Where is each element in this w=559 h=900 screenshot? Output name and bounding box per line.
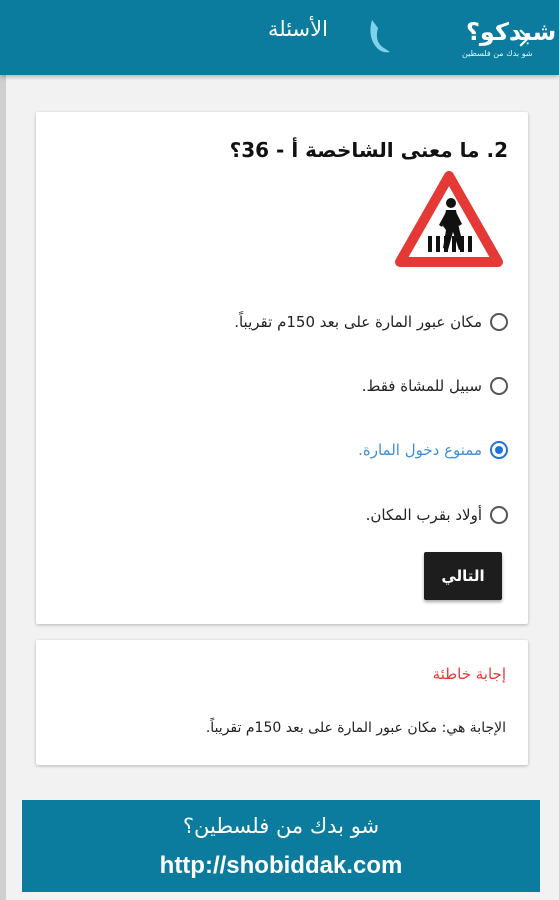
logo-graphic [364, 10, 557, 62]
app-bar [0, 0, 559, 75]
site-footer-banner[interactable] [22, 800, 540, 892]
option-1[interactable] [234, 304, 508, 340]
answer-feedback-card [36, 640, 528, 765]
option-label: أولاد بقرب المكان. [365, 506, 482, 524]
page-title: الأسئلة [268, 17, 328, 41]
logo-subtext: شو بدك من فلسطين [462, 49, 533, 58]
option-label: مكان عبور المارة على بعد 150م تقريباً. [234, 313, 482, 331]
pedestrian-crossing-sign-icon [394, 170, 504, 270]
app-logo[interactable] [364, 10, 557, 62]
next-button[interactable]: التالي [424, 552, 502, 600]
question-card [36, 112, 528, 624]
option-label: سبيل للمشاة فقط. [361, 377, 482, 395]
question-title: 2. ما معنى الشاخصة أ - 36؟ [229, 138, 508, 162]
left-edge-divider [0, 75, 6, 900]
option-2[interactable] [362, 368, 508, 404]
radio-checked-icon[interactable] [490, 441, 508, 459]
radio-unchecked-icon[interactable] [490, 377, 508, 395]
logo-text: شبدكو؟ [466, 18, 557, 46]
radio-unchecked-icon[interactable] [490, 313, 508, 331]
radio-unchecked-icon[interactable] [490, 506, 508, 524]
option-4[interactable] [366, 497, 508, 533]
footer-tagline: شو بدك من فلسطين؟ [182, 814, 380, 838]
footer-url-link[interactable]: http://shobiddak.com [159, 852, 403, 879]
wrong-answer-label: إجابة خاطئة [432, 665, 506, 683]
option-label: ممنوع دخول المارة. [358, 441, 482, 459]
option-3[interactable] [358, 432, 508, 468]
correct-answer-text: الإجابة هي: مكان عبور المارة على بعد 150م تقريباً. [205, 720, 506, 736]
